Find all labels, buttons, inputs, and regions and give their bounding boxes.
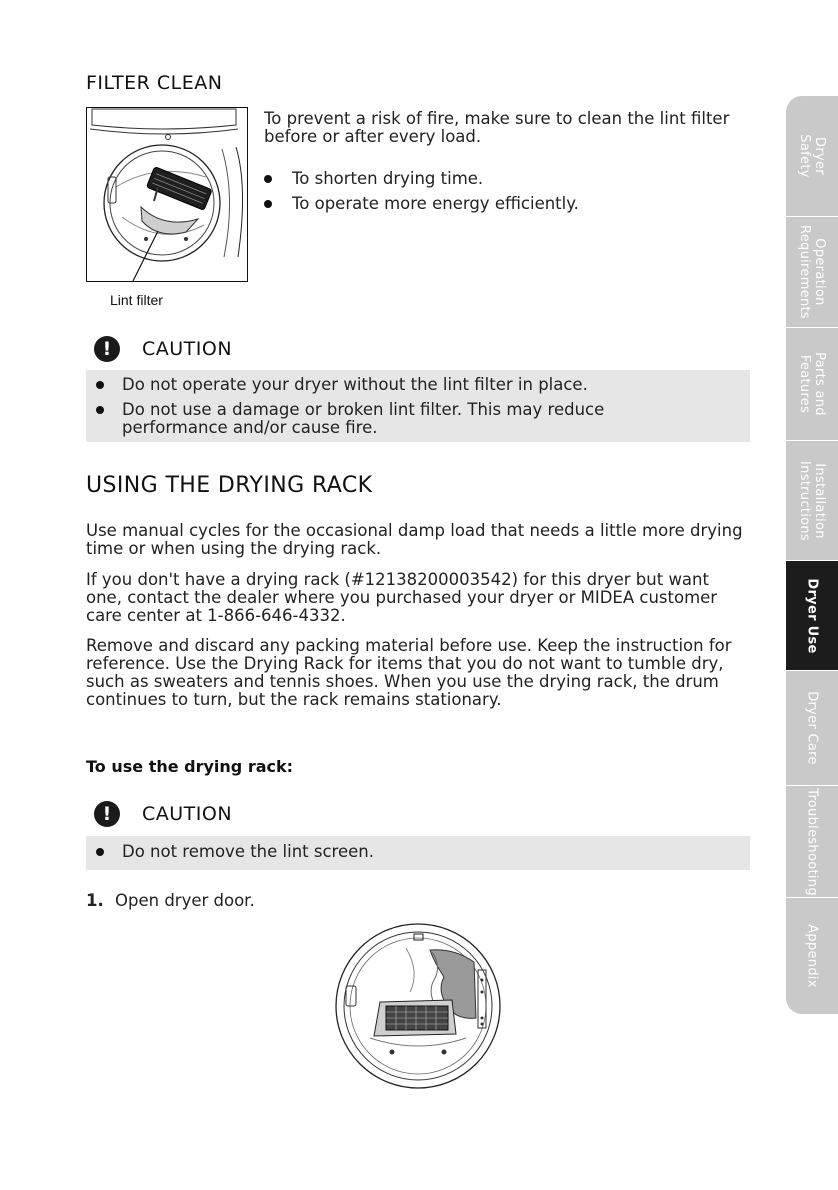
dryer-drum-with-rack-illustration xyxy=(334,922,504,1090)
bullet-icon xyxy=(96,848,104,856)
caution-box xyxy=(86,836,750,870)
tab-installation-instructions[interactable]: Installation Instructions xyxy=(786,440,838,560)
tab-dryer-safety[interactable]: Dryer Safety xyxy=(786,96,838,216)
list-item: Do not use a damage or broken lint filter. This may reduce performance and/or cause fire. xyxy=(86,401,682,437)
drying-rack-para-2: If you don't have a drying rack (#12138200003542) for this dryer but want one, contact the dealer where you purchased your dryer or MIDEA customer care center at 1-866-646-4332. xyxy=(86,570,718,625)
caution-label: CAUTION xyxy=(142,338,233,360)
list-item: To operate more energy efficiently. xyxy=(258,195,728,213)
bullet-icon xyxy=(96,381,104,389)
list-item: Do not operate your dryer without the lint filter in place. xyxy=(86,376,750,394)
lint-filter-figure xyxy=(86,107,248,282)
filter-clean-heading: FILTER CLEAN xyxy=(86,72,223,94)
tab-dryer-care[interactable]: Dryer Care xyxy=(786,670,838,785)
tab-dryer-use[interactable]: Dryer Use xyxy=(786,560,838,670)
drying-rack-para-1: Use manual cycles for the occasional damp load that needs a little more drying time or when using the drying rack. xyxy=(86,521,743,558)
list-item: To shorten drying time. xyxy=(258,170,728,188)
tab-troubleshooting[interactable]: Troubleshooting xyxy=(786,785,838,897)
tab-parts-and-features[interactable]: Parts and Features xyxy=(786,327,838,440)
step-number: 1. xyxy=(86,891,104,910)
caution-box xyxy=(86,370,750,442)
caution-label: CAUTION xyxy=(142,803,233,825)
caution-heading xyxy=(94,801,232,827)
exclamation-icon: ! xyxy=(94,801,120,827)
bullet-icon xyxy=(96,406,104,414)
filter-clean-bullets xyxy=(258,170,728,213)
filter-clean-intro: To prevent a risk of fire, make sure to clean the lint filter before or after every load. xyxy=(264,109,730,146)
drying-rack-para-3: Remove and discard any packing material before use. Keep the instruction for reference. Use the Drying Rack for items that you do not want to tumble dry, such as sweaters and tennis shoes. When you use the drying rack, the drum continues to turn, but the rack remains stationary. xyxy=(86,636,732,709)
list-item: Do not remove the lint screen. xyxy=(86,843,750,861)
tab-operation-requirements[interactable]: Operation Requirements xyxy=(786,216,838,327)
caution-heading xyxy=(94,336,232,362)
lint-filter-label: Lint filter xyxy=(110,292,163,308)
drying-rack-subheading: To use the drying rack: xyxy=(86,757,294,776)
step-item xyxy=(86,892,255,910)
tab-appendix[interactable]: Appendix xyxy=(786,897,838,1014)
dryer-rack-figure xyxy=(334,922,504,1090)
bullet-icon xyxy=(264,175,272,183)
step-text: Open dryer door. xyxy=(115,891,255,910)
drying-rack-heading: USING THE DRYING RACK xyxy=(86,473,373,498)
bullet-icon xyxy=(264,200,272,208)
exclamation-icon: ! xyxy=(94,336,120,362)
dryer-lint-filter-illustration xyxy=(86,107,248,282)
